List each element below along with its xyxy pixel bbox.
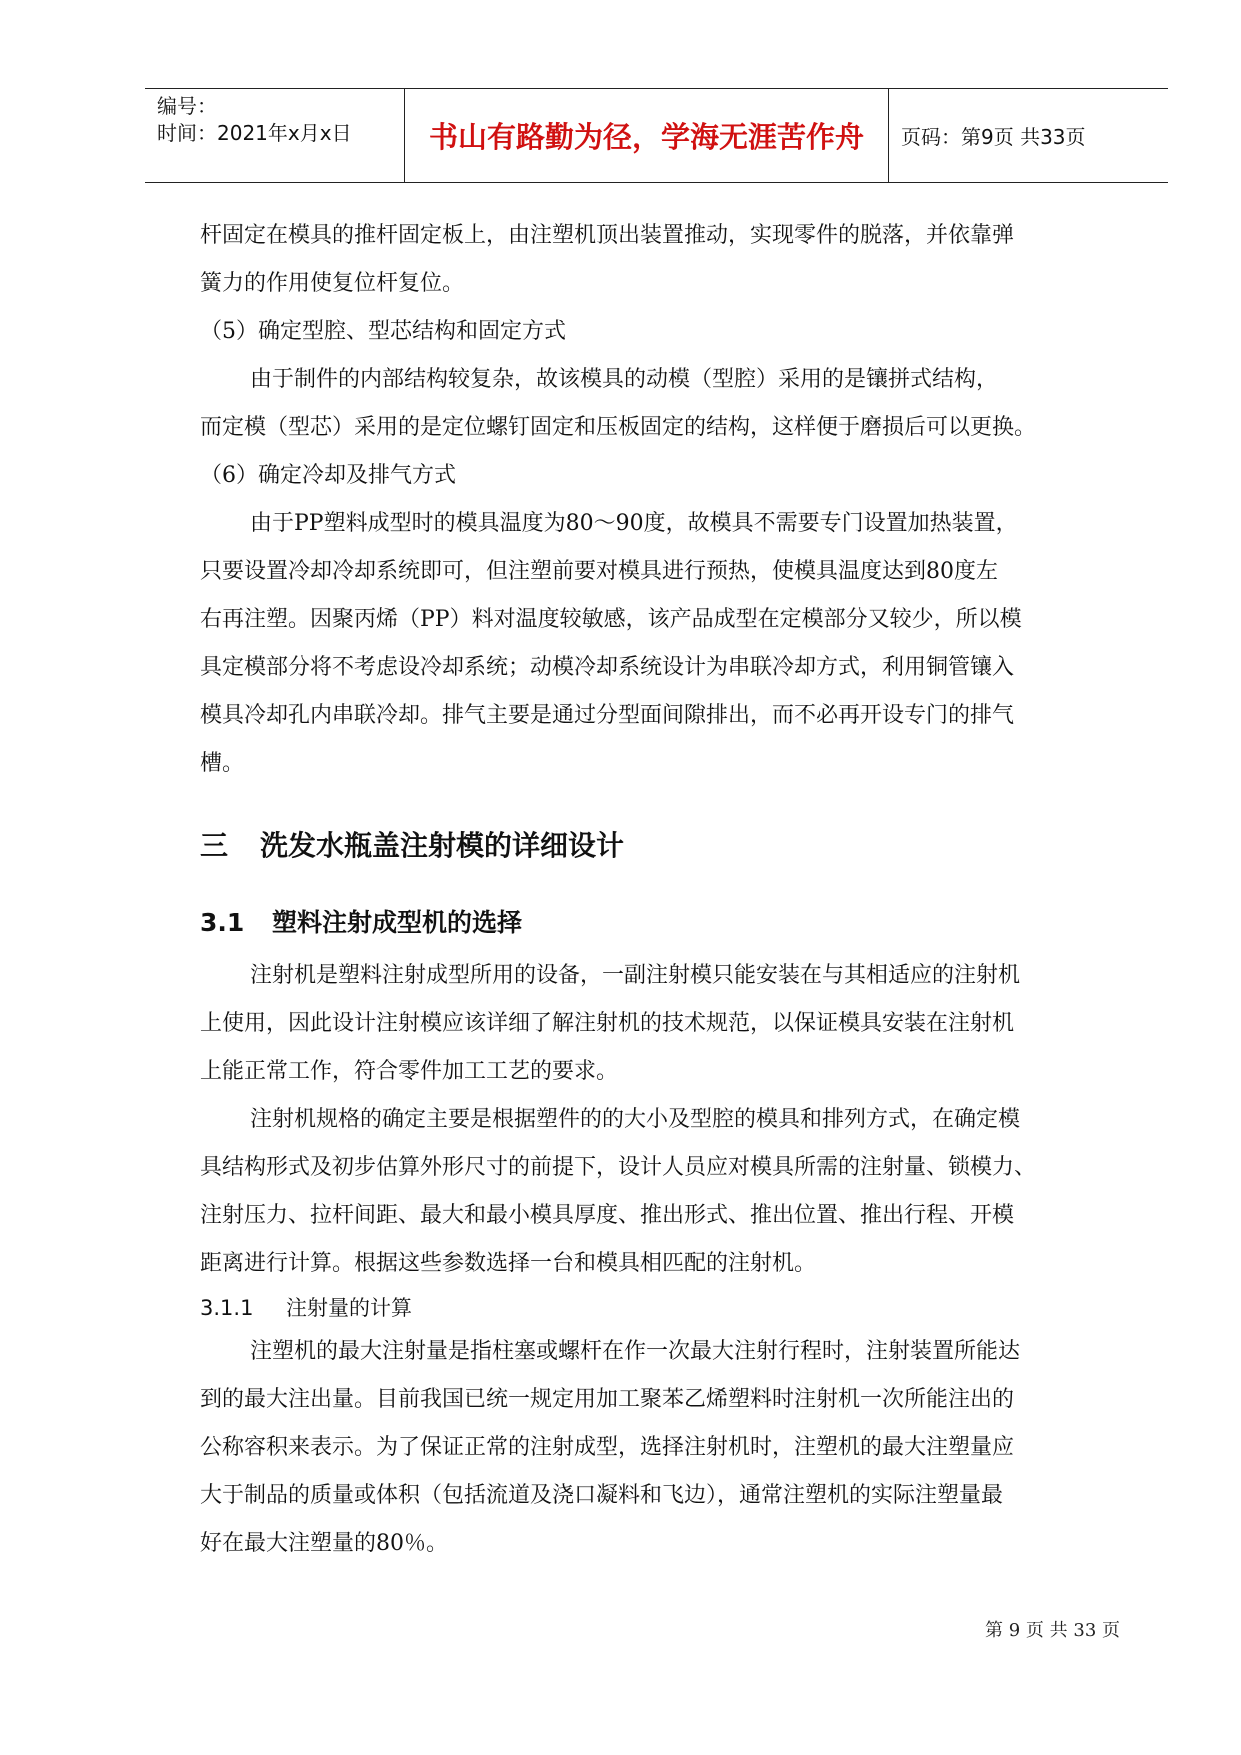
paragraph-line: 由于制件的内部结构较复杂，故该模具的动模（型腔）采用的是镶拼式结构， (250, 367, 999, 392)
paragraph-line: 上能正常工作，符合零件加工工艺的要求。 (200, 1059, 619, 1084)
paragraph-line: 注射机是塑料注射成型所用的设备，一副注射模只能安装在与其相适应的注射机 (250, 963, 1021, 988)
subsection-number: 3.1.1 (200, 1296, 254, 1320)
subsection-title: 注射量的计算 (286, 1296, 412, 1320)
paragraph-line: 具定模部分将不考虑设冷却系统；动模冷却系统设计为串联冷却方式，利用铜管镶入 (200, 655, 1015, 680)
page-header (145, 88, 1168, 183)
paragraph-line: 好在最大注塑量的80％。 (200, 1531, 448, 1556)
paragraph-line: 注射机规格的确定主要是根据塑件的的大小及型腔的模具和排列方式，在确定模 (250, 1107, 1021, 1132)
document-number-label: 编号： (157, 94, 217, 118)
list-item-heading: （5）确定型腔、型芯结构和固定方式 (200, 319, 566, 344)
section-heading (200, 906, 1120, 940)
document-date-label: 时间：2021年x月x日 (157, 121, 352, 145)
section-number: 3.1 (200, 908, 245, 937)
paragraph-line: 具结构形式及初步估算外形尺寸的前提下，设计人员应对模具所需的注射量、锁模力、 (200, 1155, 1037, 1180)
header-page-number: 页码：第9页 共33页 (901, 125, 1086, 149)
paragraph-line: 右再注塑。因聚丙烯（PP）料对温度较敏感，该产品成型在定模部分又较少，所以模 (200, 607, 1022, 632)
subsection-heading (200, 1288, 1120, 1328)
chapter-number: 三 (200, 829, 229, 862)
paragraph-line: 杆固定在模具的推杆固定板上，由注塑机顶出装置推动，实现零件的脱落，并依靠弹 (200, 223, 1015, 248)
paragraph-line: 公称容积来表示。为了保证正常的注射成型，选择注射机时，注塑机的最大注塑量应 (200, 1435, 1015, 1460)
header-motto: 书山有路勤为径，学海无涯苦作舟 (405, 89, 889, 182)
paragraph-line: 距离进行计算。根据这些参数选择一台和模具相匹配的注射机。 (200, 1251, 817, 1276)
page-footer: 第 9 页 共 33 页 (985, 1620, 1120, 1641)
paragraph-line: 注射压力、拉杆间距、最大和最小模具厚度、推出形式、推出位置、推出行程、开模 (200, 1203, 1015, 1228)
section-title: 塑料注射成型机的选择 (272, 908, 523, 937)
document-body (200, 212, 1120, 1568)
paragraph-line: 到的最大注出量。目前我国已统一规定用加工聚苯乙烯塑料时注射机一次所能注出的 (200, 1387, 1015, 1412)
paragraph-line: 模具冷却孔内串联冷却。排气主要是通过分型面间隙排出，而不必再开设专门的排气 (200, 703, 1015, 728)
paragraph-line: 大于制品的质量或体积（包括流道及浇口凝料和飞边），通常注塑机的实际注塑量最 (200, 1483, 1004, 1508)
paragraph-line: 注塑机的最大注射量是指柱塞或螺杆在作一次最大注射行程时，注射装置所能达 (250, 1339, 1021, 1364)
paragraph-line: 而定模（型芯）采用的是定位螺钉固定和压板固定的结构，这样便于磨损后可以更换。 (200, 415, 1037, 440)
paragraph-line: 只要设置冷却冷却系统即可，但注塑前要对模具进行预热，使模具温度达到80度左 (200, 559, 998, 584)
chapter-heading (200, 826, 1120, 866)
paragraph-line: 上使用，因此设计注射模应该详细了解注射机的技术规范，以保证模具安装在注射机 (200, 1011, 1015, 1036)
list-item-heading: （6）确定冷却及排气方式 (200, 463, 456, 488)
paragraph-line: 簧力的作用使复位杆复位。 (200, 271, 465, 296)
paragraph-line: 由于PP塑料成型时的模具温度为80～90度，故模具不需要专门设置加热装置， (250, 511, 1018, 536)
header-meta (145, 89, 405, 182)
paragraph-line: 槽。 (200, 751, 245, 776)
chapter-title: 洗发水瓶盖注射模的详细设计 (260, 829, 625, 862)
